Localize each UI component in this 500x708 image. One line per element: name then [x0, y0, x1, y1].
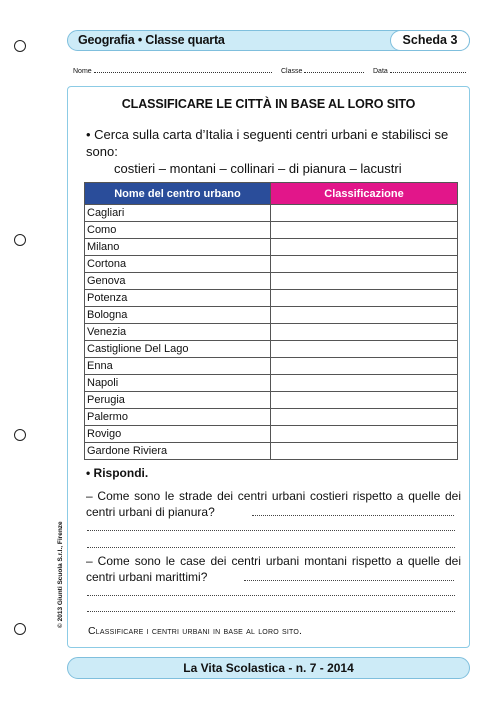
instruction: [86, 126, 461, 177]
instruction-types: costieri – montani – collinari – di pianura – lacustri: [114, 161, 402, 176]
city-name-cell: Perugia: [85, 392, 271, 409]
footer-note-text: Classificare i centri urbani in base al loro sito.: [88, 625, 303, 637]
question-1: – Come sono le strade dei centri urbani costieri rispetto a quelle dei centri urbani di pianura?: [86, 489, 461, 519]
column-header-name: Nome del centro urbano: [85, 183, 271, 205]
rispondi-heading: • Rispondi.: [86, 466, 149, 480]
header-bar: [67, 30, 470, 51]
classification-cell[interactable]: [271, 307, 458, 324]
city-name-cell: Rovigo: [85, 426, 271, 443]
publication-bar: [67, 657, 470, 679]
classification-cell[interactable]: [271, 290, 458, 307]
publication-label: La Vita Scolastica - n. 7 - 2014: [183, 661, 354, 675]
answer-line-2c[interactable]: [87, 611, 455, 612]
data-label: Data: [373, 68, 388, 75]
table-row: [85, 409, 458, 426]
classification-cell[interactable]: [271, 358, 458, 375]
city-name-cell: Potenza: [85, 290, 271, 307]
answer-line-1c[interactable]: [87, 547, 455, 548]
scheda-label: Scheda 3: [390, 30, 470, 51]
classification-cell[interactable]: [271, 341, 458, 358]
classification-cell[interactable]: [271, 239, 458, 256]
classification-cell[interactable]: [271, 324, 458, 341]
table-row: [85, 205, 458, 222]
table-row: [85, 256, 458, 273]
answer-line-2b[interactable]: [87, 595, 455, 596]
city-name-cell: Castiglione Del Lago: [85, 341, 271, 358]
table-row: [85, 392, 458, 409]
classe-label: Classe: [281, 68, 303, 75]
table-row: [85, 443, 458, 460]
city-name-cell: Como: [85, 222, 271, 239]
classification-cell[interactable]: [271, 443, 458, 460]
subject-label: Geografia • Classe quarta: [78, 33, 225, 47]
classification-cell[interactable]: [271, 409, 458, 426]
cities-table: [84, 182, 458, 460]
table-row: [85, 239, 458, 256]
city-name-cell: Milano: [85, 239, 271, 256]
table-row: [85, 375, 458, 392]
table-row: [85, 358, 458, 375]
table-row: [85, 307, 458, 324]
classification-cell[interactable]: [271, 222, 458, 239]
table-row: [85, 341, 458, 358]
instruction-text: • Cerca sulla carta d’Italia i seguenti centri urbani e stabilisci se sono:: [86, 127, 449, 159]
classe-field[interactable]: [281, 66, 364, 75]
answer-line-1b[interactable]: [87, 530, 455, 531]
city-name-cell: Venezia: [85, 324, 271, 341]
classification-cell[interactable]: [271, 256, 458, 273]
table-row: [85, 290, 458, 307]
classification-cell[interactable]: [271, 426, 458, 443]
nome-label: Nome: [73, 68, 92, 75]
binder-hole-1: [14, 40, 26, 52]
page-title: CLASSIFICARE LE CITTÀ IN BASE AL LORO SITO: [121, 97, 416, 111]
data-field[interactable]: [373, 66, 466, 75]
nome-field[interactable]: [73, 66, 272, 75]
copyright-notice: © 2013 Giunti Scuola S.r.l., Firenze: [57, 521, 64, 628]
classification-cell[interactable]: [271, 205, 458, 222]
city-name-cell: Genova: [85, 273, 271, 290]
table-row: [85, 273, 458, 290]
table-row: [85, 426, 458, 443]
table-row: [85, 324, 458, 341]
city-name-cell: Enna: [85, 358, 271, 375]
city-name-cell: Cortona: [85, 256, 271, 273]
classification-cell[interactable]: [271, 273, 458, 290]
binder-hole-4: [14, 623, 26, 635]
classification-cell[interactable]: [271, 375, 458, 392]
binder-hole-2: [14, 234, 26, 246]
answer-line-1a[interactable]: [252, 515, 454, 516]
classification-cell[interactable]: [271, 392, 458, 409]
city-name-cell: Cagliari: [85, 205, 271, 222]
column-header-classification: Classificazione: [271, 183, 458, 205]
footer-note: [88, 625, 302, 637]
table-row: [85, 222, 458, 239]
city-name-cell: Bologna: [85, 307, 271, 324]
question-2: – Come sono le case dei centri urbani montani rispetto a quelle dei centri urbani marittimi?: [86, 554, 461, 584]
answer-line-2a[interactable]: [244, 580, 454, 581]
city-name-cell: Napoli: [85, 375, 271, 392]
city-name-cell: Gardone Riviera: [85, 443, 271, 460]
city-name-cell: Palermo: [85, 409, 271, 426]
binder-hole-3: [14, 429, 26, 441]
cities-table-body: [85, 205, 458, 460]
